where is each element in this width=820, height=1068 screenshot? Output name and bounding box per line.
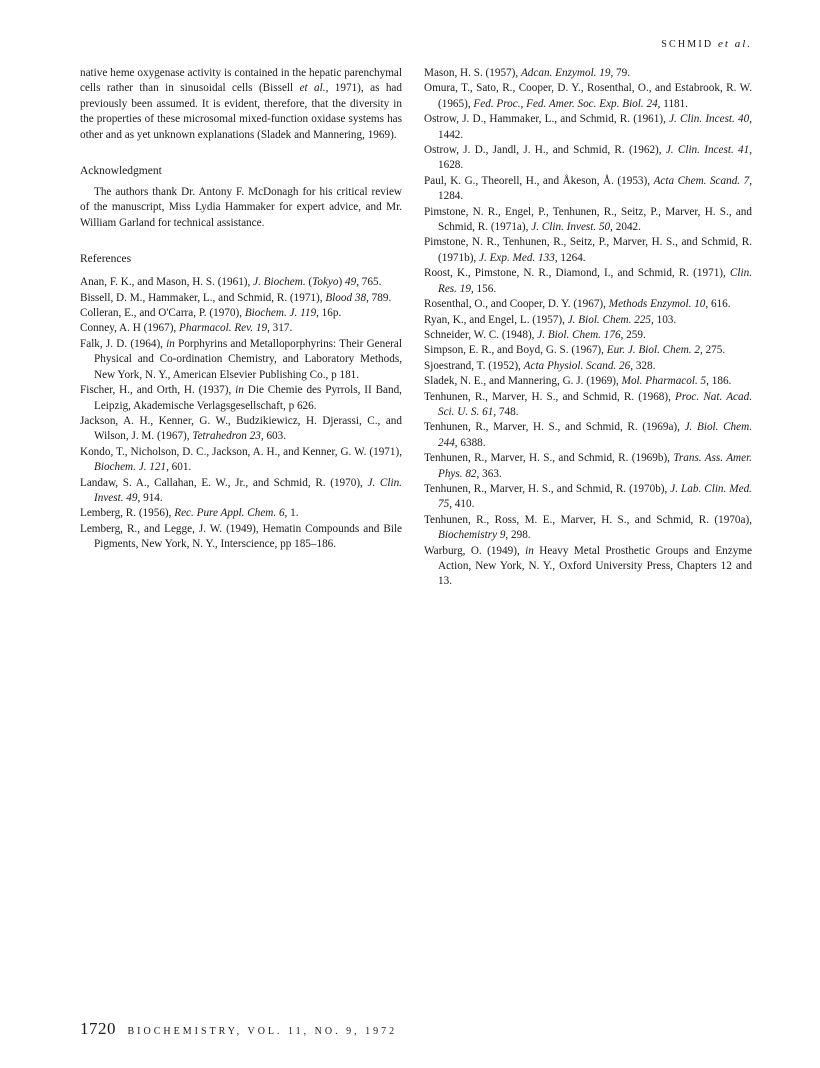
reference-entry: Tenhunen, R., Marver, H. S., and Schmid, R. (1970b), J. Lab. Clin. Med. 75, 410.: [424, 482, 752, 511]
reference-entry: Tenhunen, R., Marver, H. S., and Schmid, R. (1969a), J. Biol. Chem. 244, 6388.: [424, 421, 752, 449]
reference-entry: Lemberg, R. (1956), Rec. Pure Appl. Chem. 6, 1.: [80, 507, 299, 520]
journal-citation: BIOCHEMISTRY, VOL. 11, NO. 9, 1972: [127, 1026, 398, 1037]
reference-entry: Simpson, E. R., and Boyd, G. S. (1967), Eur. J. Biol. Chem. 2, 275.: [424, 344, 726, 357]
page-number: 1720: [80, 1019, 116, 1038]
reference-entry: Pimstone, N. R., Tenhunen, R., Seitz, P., Marver, H. S., and Schmid, R. (1971b), J. Exp. Med. 133, 1264.: [424, 236, 752, 264]
reference-entry: Falk, J. D. (1964), in Porphyrins and Metalloporphyrins: Their General Physical and Co-ordination Chemistry, and Laboratory Methods, New York, N. Y., American Elsevier Publishing Co., p 181.: [80, 337, 402, 381]
reference-entry: Anan, F. K., and Mason, H. S. (1961), J. Biochem. (Tokyo) 49, 765.: [80, 276, 382, 289]
reference-entry: Rosenthal, O., and Cooper, D. Y. (1967), Methods Enzymol. 10, 616.: [424, 298, 731, 311]
reference-entry: Tenhunen, R., Marver, H. S., and Schmid, R. (1969b), Trans. Ass. Amer. Phys. 82, 363.: [424, 452, 752, 480]
reference-entry: Tenhunen, R., Marver, H. S., and Schmid, R. (1968), Proc. Nat. Acad. Sci. U. S. 61, 748.: [424, 390, 752, 418]
reference-entry: Colleran, E., and O'Carra, P. (1970), Biochem. J. 119, 16p.: [80, 307, 342, 320]
reference-entry: Sjoestrand, T. (1952), Acta Physiol. Scand. 26, 328.: [424, 359, 656, 372]
reference-entry: Pimstone, N. R., Engel, P., Tenhunen, R., Seitz, P., Marver, H. S., and Schmid, R. (1971a), J. Clin. Invest. 50, 2042.: [424, 205, 752, 234]
acknowledgment-heading: Acknowledgment: [80, 165, 162, 178]
reference-entry: Ostrow, J. D., Hammaker, L., and Schmid, R. (1961), J. Clin. Incest. 40, 1442.: [424, 113, 753, 141]
page-footer: [80, 1019, 397, 1039]
running-head-authors: SCHMID: [661, 39, 714, 50]
acknowledgment-text: The authors thank Dr. Antony F. McDonagh for his critical review of the manuscript, Miss Lydia Hammaker for expert advice, and Mr. William Garland for technical assistance.: [80, 186, 402, 229]
left-column: [80, 66, 402, 553]
reference-entry: Paul, K. G., Theorell, H., and Åkeson, Å. (1953), Acta Chem. Scand. 7, 1284.: [424, 174, 752, 203]
reference-entry: Landaw, S. A., Callahan, E. W., Jr., and Schmid, R. (1970), J. Clin. Invest. 49, 914.: [80, 476, 402, 504]
reference-entry: Conney, A. H (1967), Pharmacol. Rev. 19, 317.: [80, 322, 293, 335]
intro-paragraph: native heme oxygenase activity is contained in the hepatic parenchymal cells rather than in sinusoidal cells (Bissell et al., 1971), as had previously been assumed. It is evident, therefore, that the diversity in the properties of these microsomal mixed-function oxidase systems has other and as yet unknown explanations (Sladek and Mannering, 1969).: [80, 67, 402, 141]
reference-entry: Omura, T., Sato, R., Cooper, D. Y., Rosenthal, O., and Estabrook, R. W. (1965), Fed. Proc., Fed. Amer. Soc. Exp. Biol. 24, 1181.: [424, 82, 752, 110]
reference-entry: Fischer, H., and Orth, H. (1937), in Die Chemie des Pyrrols, II Band, Leipzig, Akademische Verlagsgesellschaft, p 626.: [80, 384, 402, 412]
running-head: [661, 38, 752, 50]
reference-entry: Kondo, T., Nicholson, D. C., Jackson, A. H., and Kenner, G. W. (1971), Biochem. J. 121, 601.: [80, 445, 402, 474]
reference-entry: Lemberg, R., and Legge, J. W. (1949), Hematin Compounds and Bile Pigments, New York, N. Y., Interscience, pp 185–186.: [80, 522, 402, 551]
right-column: [424, 66, 752, 590]
reference-entry: Jackson, A. H., Kenner, G. W., Budzikiewicz, H. Djerassi, C., and Wilson, J. M. (1967), Tetrahedron 23, 603.: [80, 414, 402, 443]
references-list-left: [80, 275, 402, 552]
running-head-etal: et al.: [718, 38, 752, 50]
reference-entry: Ostrow, J. D., Jandl, J. H., and Schmid, R. (1962), J. Clin. Incest. 41, 1628.: [424, 144, 752, 172]
reference-entry: Schneider, W. C. (1948), J. Biol. Chem. 176, 259.: [424, 328, 646, 341]
reference-entry: Mason, H. S. (1957), Adcan. Enzymol. 19, 79.: [424, 67, 631, 79]
reference-entry: Warburg, O. (1949), in Heavy Metal Prosthetic Groups and Enzyme Action, New York, N. Y., Oxford University Press, Chapters 12 and 13.: [424, 544, 752, 588]
reference-entry: Sladek, N. E., and Mannering, G. J. (1969), Mol. Pharmacol. 5, 186.: [424, 375, 732, 388]
references-list-right: [424, 66, 752, 590]
reference-entry: Ryan, K., and Engel, L. (1957), J. Biol. Chem. 225, 103.: [424, 313, 677, 326]
references-heading: References: [80, 253, 132, 266]
reference-entry: Tenhunen, R., Ross, M. E., Marver, H. S., and Schmid, R. (1970a), Biochemistry 9, 298.: [424, 513, 752, 542]
reference-entry: Bissell, D. M., Hammaker, L., and Schmid, R. (1971), Blood 38, 789.: [80, 291, 392, 304]
reference-entry: Roost, K., Pimstone, N. R., Diamond, I., and Schmid, R. (1971), Clin. Res. 19, 156.: [424, 267, 752, 295]
